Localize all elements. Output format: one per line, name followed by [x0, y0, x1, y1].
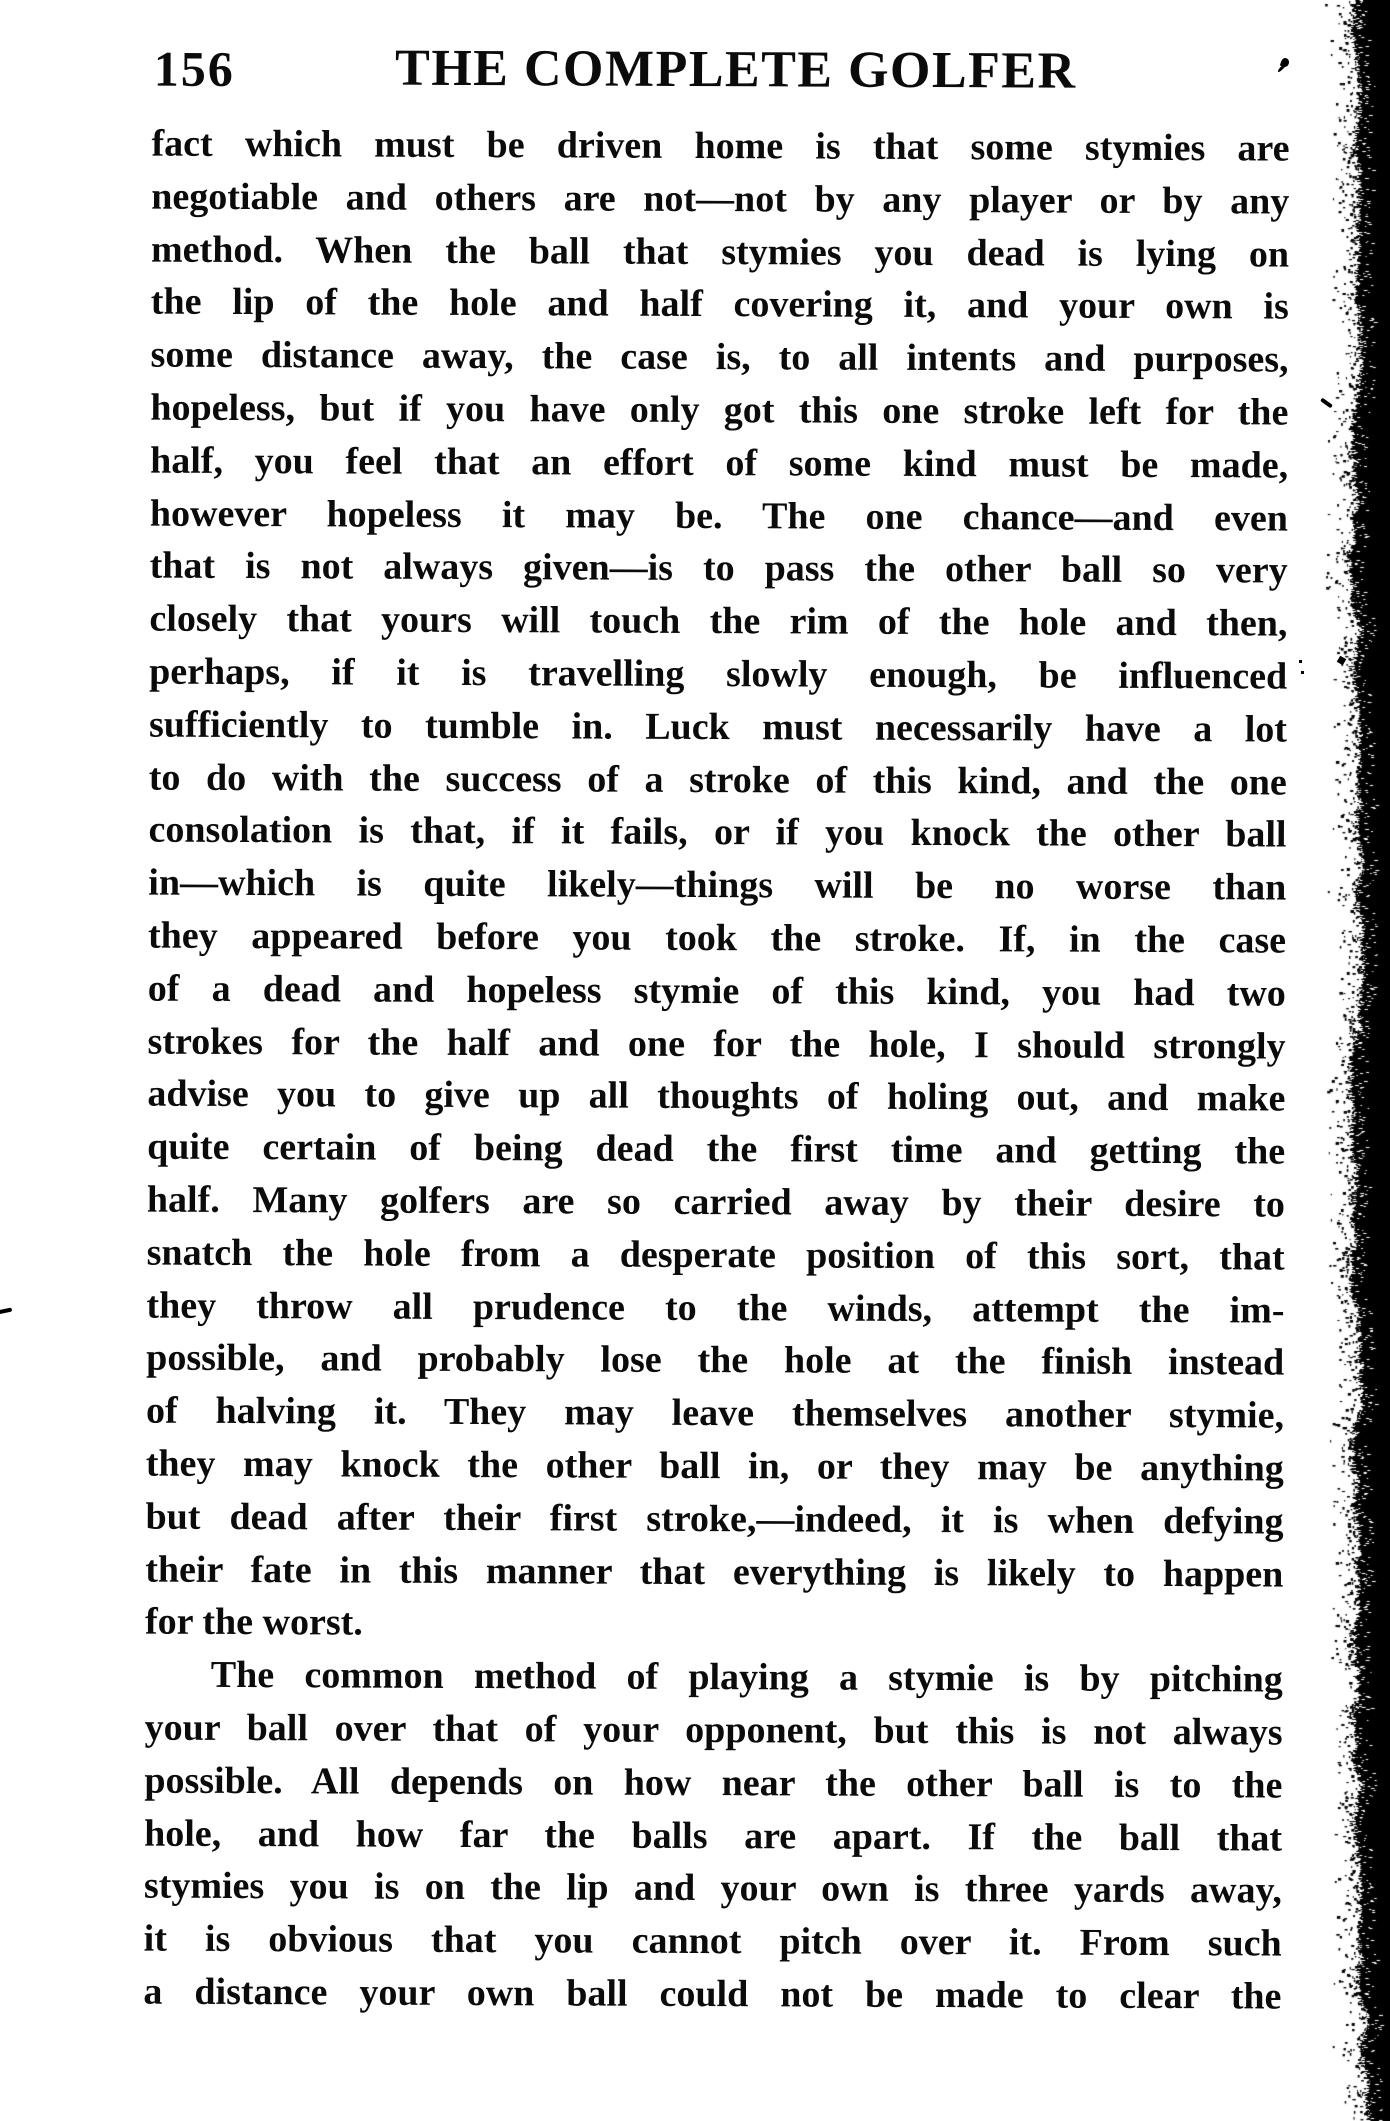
text-line: The common method of playing a stymie is by pitching — [210, 1654, 1283, 1701]
text-line: some distance away, the case is, to all intents and purposes, — [150, 333, 1289, 381]
text-line: quite certain of being dead the first time and getting the — [147, 1125, 1286, 1173]
text-line: fact which must be driven home is that some stymies are — [151, 122, 1290, 170]
text-line: strokes for the half and one for the hole, I should strongly — [147, 1020, 1286, 1068]
running-title: THE COMPLETE GOLFER — [394, 39, 1077, 100]
text-line: to do with the success of a stroke of this kind, and the one — [148, 756, 1287, 804]
text-line: perhaps, if it is travelling slowly enough, be influenced — [149, 650, 1288, 698]
text-line: advise you to give up all thoughts of holing out, and make — [147, 1072, 1286, 1120]
text-line: half, you feel that an effort of some kind must be made, — [150, 439, 1289, 487]
text-line: stymies you is on the lip and your own is three yards away, — [143, 1864, 1283, 1912]
page-header — [4, 0, 1390, 100]
page-number: 156 — [153, 40, 235, 97]
text-line: a distance your own ball could not be made to clear the — [143, 1970, 1282, 2018]
text-line: hole, and how far the balls are apart. If the ball that — [144, 1812, 1283, 1860]
body-text — [143, 118, 1289, 2024]
text-line: hopeless, but if you have only got this one stroke left for the — [150, 386, 1289, 434]
text-line: negotiable and others are not—not by any player or by any — [151, 175, 1290, 223]
text-line: your ball over that of your opponent, but this is not always — [144, 1706, 1283, 1754]
text-line: it is obvious that you cannot pitch over it. From such — [143, 1917, 1282, 1965]
text-line: possible. All depends on how near the other ball is to the — [144, 1759, 1283, 1807]
text-line: of halving it. They may leave themselves another stymie, — [145, 1389, 1285, 1437]
ink-speck — [1301, 671, 1304, 674]
text-line: they throw all prudence to the winds, attempt the im- — [146, 1284, 1285, 1332]
text-line: sufficiently to tumble in. Luck must necessarily have a lot — [148, 703, 1288, 751]
scanned-book-edge — [1310, 0, 1390, 2121]
text-line: method. When the ball that stymies you dead is lying on — [150, 228, 1290, 276]
text-line: snatch the hole from a desperate position of this sort, that — [146, 1231, 1285, 1279]
text-line: for the worst. — [144, 1600, 363, 1644]
text-line: they appeared before you took the stroke. If, in the case — [147, 914, 1287, 962]
paragraph — [145, 118, 1290, 1654]
text-line: however hopeless it may be. The one chance—and even — [149, 492, 1289, 540]
text-line: half. Many golfers are so carried away by their desire to — [146, 1178, 1286, 1226]
ink-speck — [1299, 660, 1302, 663]
text-line: of a dead and hopeless stymie of this kind, you had two — [147, 967, 1286, 1015]
text-line: that is not always given—is to pass the other ball so very — [149, 544, 1288, 592]
text-line: closely that yours will touch the rim of the hole and then, — [149, 597, 1288, 645]
text-line: their fate in this manner that everything is likely to happen — [145, 1548, 1284, 1596]
text-line: the lip of the hole and half covering it, and your own is — [150, 281, 1289, 328]
text-line: but dead after their first stroke,—indeed, it is when defying — [145, 1495, 1284, 1543]
text-line: possible, and probably lose the hole at the finish instead — [146, 1336, 1285, 1384]
text-line: they may knock the other ball in, or they may be anything — [145, 1442, 1284, 1490]
text-line: consolation is that, if it fails, or if you knock the other ball — [148, 808, 1287, 856]
text-line: in—which is quite likely—things will be no worse than — [148, 861, 1287, 909]
paragraph — [143, 1649, 1283, 2024]
